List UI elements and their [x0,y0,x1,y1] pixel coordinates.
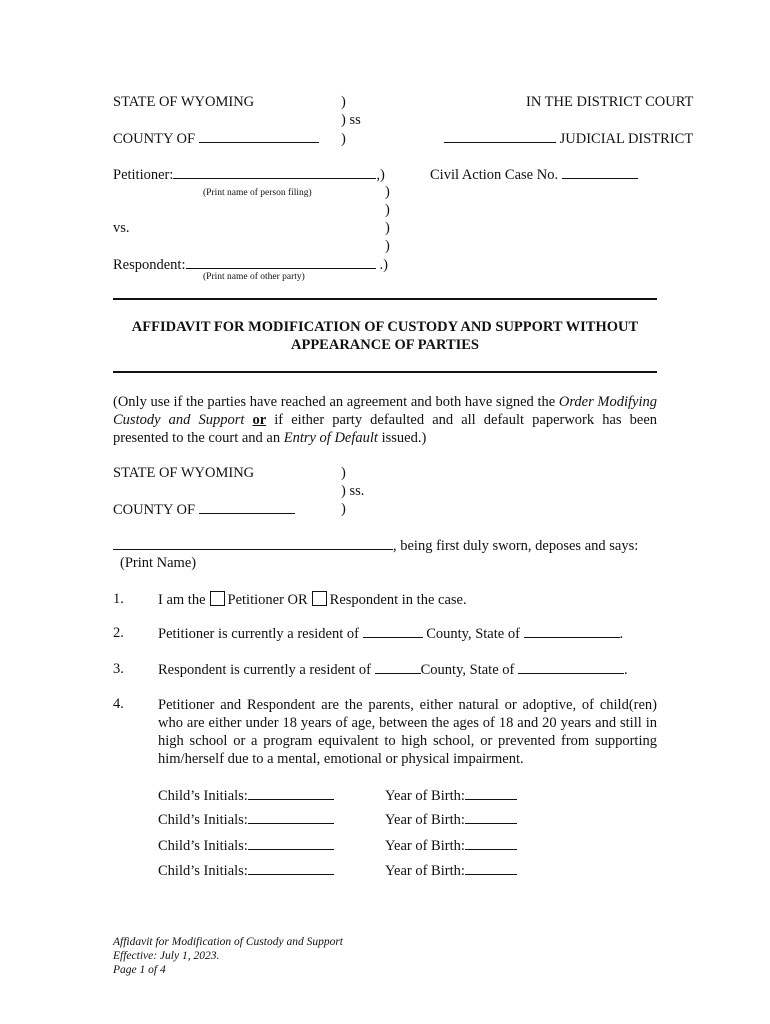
caption-paren: ) [385,184,390,200]
page-footer [113,935,343,977]
case-number [430,166,638,184]
county-field[interactable] [199,130,319,143]
petitioner-hint: (Print name of person filing) [203,188,312,198]
vs-label: vs. [113,220,130,236]
respondent-county-field[interactable] [375,661,421,674]
court-name: IN THE DISTRICT COURT [526,94,694,110]
district-label: JUDICIAL DISTRICT [559,131,694,147]
order-title: Order Modifying Custody and Support [113,394,658,428]
respondent-state-field[interactable] [518,661,624,674]
item-3: Respondent is currently a resident of County, State of . [158,662,628,678]
affiant-name-field[interactable] [113,537,393,550]
child-birth-row [385,811,517,829]
oath-line [113,537,638,555]
caption-state: STATE OF WYOMING [113,94,255,110]
caption-paren: ) [341,94,346,110]
petitioner-checkbox[interactable] [210,591,225,606]
caption-ss: ) ss [341,112,361,128]
child-initials-field[interactable] [248,787,334,800]
child-birth-row [385,862,517,880]
county-label: COUNTY OF [113,131,196,147]
respondent-label: Respondent: [113,257,186,273]
petitioner-end: ,) [376,167,385,183]
footer-effective: Effective: July 1, 2023. [113,950,220,962]
item-number: 2. [113,625,124,641]
intro-paragraph [113,393,657,447]
venue-county-label: COUNTY OF [113,502,196,518]
petitioner-option: Petitioner OR [227,592,308,608]
child-birth-row [385,787,517,805]
item-2: Petitioner is currently a resident of County, State of . [158,626,624,642]
petitioner-state-field[interactable] [524,625,620,638]
petitioner-county-field[interactable] [363,625,423,638]
child-birth-row [385,837,517,855]
petitioner-name-field[interactable] [173,166,376,179]
footer-title: Affidavit for Modification of Custody and Support [113,936,343,948]
caption-paren: ) [385,238,390,254]
judicial-district [444,130,693,148]
venue-county [113,501,295,519]
caption-paren: ) [385,220,390,236]
venue-paren: ) [341,465,346,481]
intro-part1: (Only use if the parties have reached an agreement and both have signed the [113,394,556,410]
child-initials-label: Child’s Initials: [158,838,248,854]
item-number: 3. [113,661,124,677]
child-initials-label: Child’s Initials: [158,788,248,804]
birth-year-label: Year of Birth: [385,788,465,804]
venue-paren: ) [341,501,346,517]
birth-year-field[interactable] [465,811,517,824]
item-number: 4. [113,696,124,712]
venue-state: STATE OF WYOMING [113,465,255,481]
oath-text: , being first duly sworn, deposes and says: [393,538,639,554]
footer-page: Page 1 of 4 [113,964,166,976]
document-title [113,318,657,354]
child-initials-field[interactable] [248,837,334,850]
birth-year-label: Year of Birth: [385,863,465,879]
petitioner-label: Petitioner: [113,167,174,183]
child-initials-row [158,787,334,805]
petitioner-line [113,166,385,184]
or-word: or [252,412,267,428]
child-initials-row [158,862,334,880]
caption-county [113,130,319,148]
respondent-hint: (Print name of other party) [203,272,305,282]
child-initials-field[interactable] [248,862,334,875]
birth-year-field[interactable] [465,862,517,875]
birth-year-field[interactable] [465,787,517,800]
child-initials-field[interactable] [248,811,334,824]
case-number-field[interactable] [562,166,638,179]
intro-part2: if either party defaulted and all default paperwork has been presented to the court and an [113,412,658,446]
child-initials-label: Child’s Initials: [158,812,248,828]
respondent-name-field[interactable] [186,256,376,269]
item-1 [158,591,467,609]
respondent-end: .) [379,257,388,273]
respondent-option: Respondent in the case. [329,592,467,608]
birth-year-field[interactable] [465,837,517,850]
birth-year-label: Year of Birth: [385,812,465,828]
intro-part3: issued.) [381,430,427,446]
child-initials-row [158,811,334,829]
title-line-1: AFFIDAVIT FOR MODIFICATION OF CUSTODY AND SUPPORT WITHOUT [131,319,639,335]
child-initials-row [158,837,334,855]
item-1-prefix: I am the [158,592,206,608]
child-initials-label: Child’s Initials: [158,863,248,879]
caption-paren: ) [385,202,390,218]
item-3-prefix: Respondent is currently a resident of [158,662,372,678]
birth-year-label: Year of Birth: [385,838,465,854]
print-name-hint: (Print Name) [120,555,197,571]
title-line-2: APPEARANCE OF PARTIES [291,337,479,353]
item-3-county: County, State of [420,662,515,678]
item-2-prefix: Petitioner is currently a resident of [158,626,359,642]
district-field[interactable] [444,130,556,143]
item-number: 1. [113,591,124,607]
caption-paren: ) [341,131,346,147]
title-rule-top [113,298,657,300]
item-2-county: County, State of [426,626,520,642]
entry-title: Entry of Default [283,430,378,446]
venue-ss: ) ss. [341,483,365,499]
title-rule-bottom [113,371,657,373]
respondent-checkbox[interactable] [312,591,327,606]
case-number-label: Civil Action Case No. [430,167,559,183]
venue-county-field[interactable] [199,501,295,514]
item-4-text: Petitioner and Respondent are the parents, either natural or adoptive, of child(ren) who are either under 18 years of age, between the ages of 18 and 20 years and still in high school or a program equivalent to high school, or prevented from supporting him/herself due to a mental, emotional or physical impairment. [158,697,657,767]
